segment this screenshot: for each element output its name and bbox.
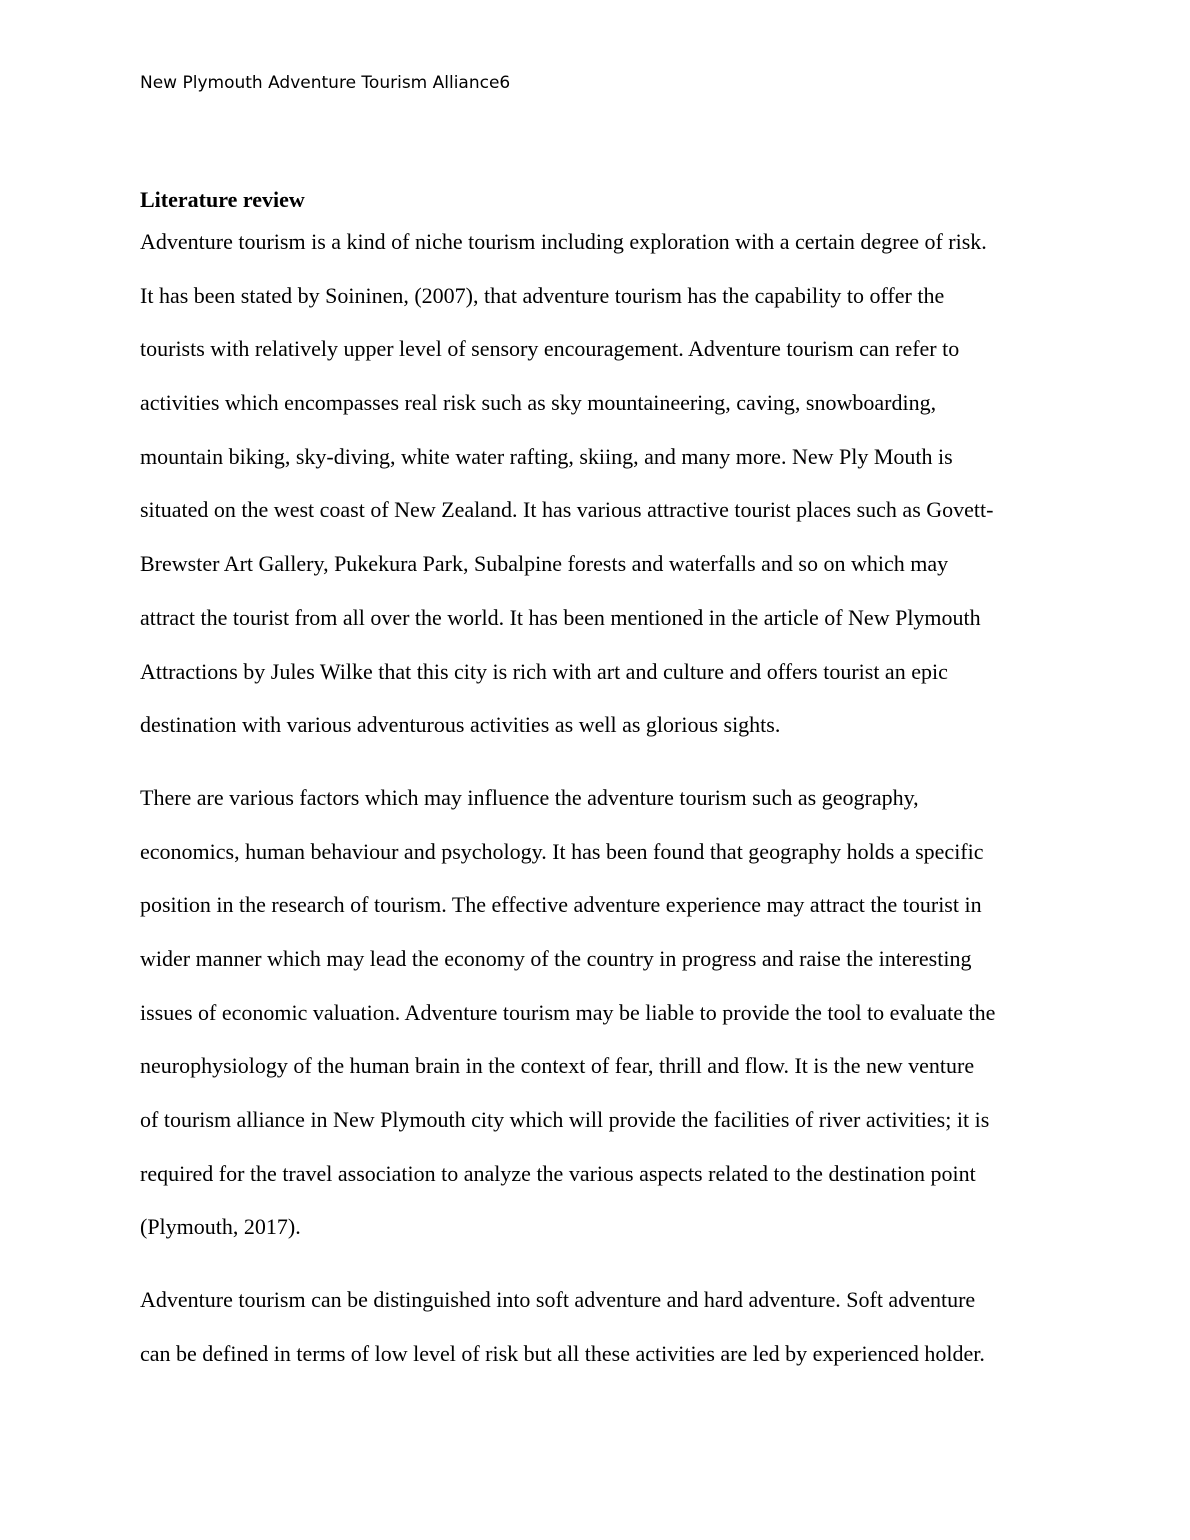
running-head: New Plymouth Adventure Tourism Alliance6 [140,73,511,93]
text-line: tourists with relatively upper level of sensory encouragement. Adventure tourism can refer to [140,336,960,362]
paragraph-spacing [140,1266,1060,1285]
section-heading: Literature review [140,187,305,212]
text-line: of tourism alliance in New Plymouth city which will provide the facilities of river activities; it is [140,1107,990,1132]
text-line: situated on the west coast of New Zealand. It has various attractive tourist places such as Govett- [140,497,994,523]
text-line: (Plymouth, 2017). [140,1214,301,1240]
paragraph-spacing [140,764,1060,783]
text-line: mountain biking, sky-diving, white water rafting, skiing, and many more. New Ply Mouth is [140,443,953,469]
text-line: can be defined in terms of low level of risk but all these activities are led by experienced holder. [140,1340,985,1366]
text-line: Adventure tourism is a kind of niche tourism including exploration with a certain degree of risk. [140,229,987,254]
text-line: attract the tourist from all over the world. It has been mentioned in the article of New Plymouth [140,604,981,630]
text-line: It has been stated by Soininen, (2007), that adventure tourism has the capability to offer the [140,282,945,308]
text-line: required for the travel association to analyze the various aspects related to the destination point [140,1160,976,1186]
paragraph-2 [140,783,1060,1266]
text-line: economics, human behaviour and psychology. It has been found that geography holds a specific [140,838,984,864]
text-line: activities which encompasses real risk such as sky mountaineering, caving, snowboarding, [140,390,937,416]
text-line: neurophysiology of the human brain in the context of fear, thrill and flow. It is the new venture [140,1053,975,1079]
page-body [140,186,1060,1392]
paragraph-1 [140,227,1060,764]
text-line: destination with various adventurous activities as well as glorious sights. [140,712,781,738]
text-line: position in the research of tourism. The effective adventure experience may attract the tourist in [140,892,982,918]
paragraph-3 [140,1285,1060,1392]
text-line: There are various factors which may influence the adventure tourism such as geography, [140,784,919,810]
text-line: Adventure tourism can be distinguished into soft adventure and hard adventure. Soft adventure [140,1287,976,1313]
text-line: Brewster Art Gallery, Pukekura Park, Subalpine forests and waterfalls and so on which may [140,551,949,577]
text-line: issues of economic valuation. Adventure tourism may be liable to provide the tool to evaluate the [140,999,996,1025]
text-line: Attractions by Jules Wilke that this city is rich with art and culture and offers tourist an epic [140,658,948,684]
text-line: wider manner which may lead the economy of the country in progress and raise the interesting [140,945,972,971]
